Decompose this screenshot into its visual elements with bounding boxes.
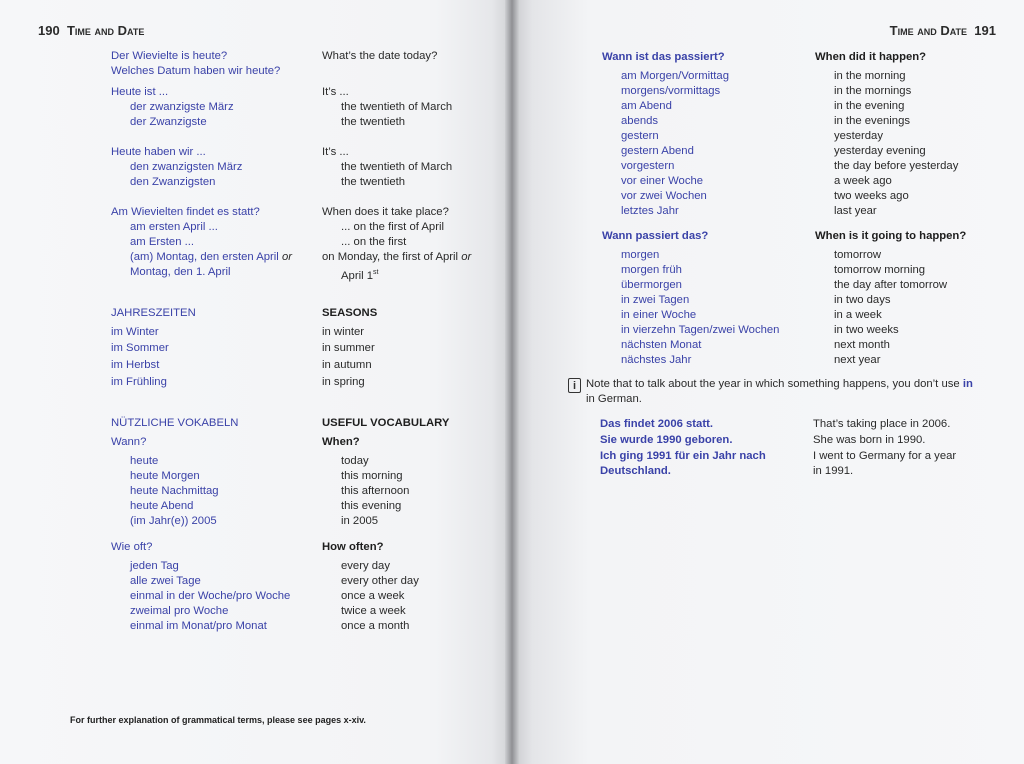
future-item-en: tomorrow morning xyxy=(834,264,926,276)
when-1-de: am ersten April ... xyxy=(130,221,218,233)
wann-de: Wann? xyxy=(111,436,147,448)
right-page-number: 191 xyxy=(974,23,996,38)
wann-en: When? xyxy=(322,436,360,448)
future-item-en: in a week xyxy=(834,309,882,321)
when-item-de: heute Nachmittag xyxy=(130,485,219,497)
past-item-en: in the morning xyxy=(834,70,906,82)
left-running-title: Time and Date xyxy=(66,23,145,38)
date-1-de: der zwanzigste März xyxy=(130,101,234,113)
past-item-de: am Abend xyxy=(621,100,672,112)
future-item-en: in two weeks xyxy=(834,324,899,336)
often-item-en: every other day xyxy=(341,575,419,587)
when-4-en: April 1 xyxy=(341,269,374,282)
future-item-en: the day after tomorrow xyxy=(834,279,948,291)
often-item-en: twice a week xyxy=(341,605,406,617)
past-head-de: Wann ist das passiert? xyxy=(602,51,725,63)
left-header xyxy=(38,23,144,38)
when-4-sup: st xyxy=(373,269,379,276)
past-item-en: yesterday evening xyxy=(834,145,926,157)
when-3-de-row xyxy=(130,250,292,265)
when-item-de: heute xyxy=(130,455,159,467)
past-item-en: the day before yesterday xyxy=(834,160,959,172)
past-item-en: yesterday xyxy=(834,130,883,142)
past-item-de: vorgestern xyxy=(621,160,675,172)
date-4-en: the twentieth xyxy=(341,176,406,188)
future-item-de: morgen früh xyxy=(621,264,682,276)
date-3-de: den zwanzigsten März xyxy=(130,161,243,173)
when-3-en-row xyxy=(322,250,471,265)
when-2-de: am Ersten ... xyxy=(130,236,195,248)
past-item-en: last year xyxy=(834,205,877,217)
example-de: Sie wurde 1990 geboren. xyxy=(600,434,733,446)
when-en: When does it take place? xyxy=(322,206,449,218)
when-2-en: ... on the first xyxy=(341,236,407,248)
when-3-en-or: or xyxy=(461,251,472,263)
future-head-en: When is it going to happen? xyxy=(815,230,967,242)
past-item-de: gestern xyxy=(621,130,659,142)
often-item-de: jeden Tag xyxy=(130,560,179,572)
example-de: Das findet 2006 statt. xyxy=(600,418,714,430)
season-de: im Winter xyxy=(111,326,159,338)
often-item-de: einmal im Monat/pro Monat xyxy=(130,620,267,632)
when-item-de: (im Jahr(e)) 2005 xyxy=(130,515,217,527)
often-item-de: alle zwei Tage xyxy=(130,575,201,587)
note-line-2: in German. xyxy=(586,393,642,405)
right-running-title: Time and Date xyxy=(889,23,968,38)
future-item-de: in vierzehn Tagen/zwei Wochen xyxy=(621,324,780,336)
q-en: What’s the date today? xyxy=(322,50,438,62)
often-item-en: every day xyxy=(341,560,390,572)
past-item-de: am Morgen/Vormittag xyxy=(621,70,729,82)
when-4-de: Montag, den 1. April xyxy=(130,266,231,278)
when-4-en-row xyxy=(341,265,378,284)
past-item-de: gestern Abend xyxy=(621,145,694,157)
season-en: in summer xyxy=(322,342,375,354)
season-en: in autumn xyxy=(322,359,372,371)
future-item-en: next month xyxy=(834,339,890,351)
past-item-en: two weeks ago xyxy=(834,190,909,202)
example-en: I went to Germany for a year xyxy=(813,450,957,462)
past-item-de: morgens/vormittags xyxy=(621,85,721,97)
date-4-de: den Zwanzigsten xyxy=(130,176,216,188)
often-item-de: einmal in der Woche/pro Woche xyxy=(130,590,291,602)
note-text-1: Note that to talk about the year in which something happens, you don’t use xyxy=(586,378,960,390)
season-en: in winter xyxy=(322,326,365,338)
past-item-en: in the mornings xyxy=(834,85,912,97)
future-item-de: übermorgen xyxy=(621,279,682,291)
seasons-head-en: SEASONS xyxy=(322,307,378,319)
when-3-or: or xyxy=(281,251,292,263)
oft-en: How often? xyxy=(322,541,384,553)
past-item-de: letztes Jahr xyxy=(621,205,679,217)
when-3-de: (am) Montag, den ersten April xyxy=(130,251,279,263)
future-item-en: tomorrow xyxy=(834,249,882,261)
season-de: im Herbst xyxy=(111,359,160,371)
date-2-de: der Zwanzigste xyxy=(130,116,207,128)
when-item-en: this afternoon xyxy=(341,485,410,497)
note-info-icon: i xyxy=(568,378,581,393)
when-1-en: ... on the first of April xyxy=(341,221,444,233)
season-en: in spring xyxy=(322,376,365,388)
when-item-en: this morning xyxy=(341,470,403,482)
past-item-en: a week ago xyxy=(834,175,892,187)
vocab-head-de: NÜTZLICHE VOKABELN xyxy=(111,417,239,429)
when-de: Am Wievielten findet es statt? xyxy=(111,206,260,218)
past-item-en: in the evening xyxy=(834,100,905,112)
date-1-en: the twentieth of March xyxy=(341,101,453,113)
often-item-de: zweimal pro Woche xyxy=(130,605,229,617)
future-item-de: in zwei Tagen xyxy=(621,294,690,306)
past-item-de: abends xyxy=(621,115,659,127)
when-3-en: on Monday, the first of April xyxy=(322,251,459,263)
note-line-1 xyxy=(586,377,973,392)
when-item-en: today xyxy=(341,455,369,467)
often-item-en: once a week xyxy=(341,590,405,602)
example-en: She was born in 1990. xyxy=(813,434,926,446)
example-en: That’s taking place in 2006. xyxy=(813,418,951,430)
future-item-en: next year xyxy=(834,354,881,366)
date-2-en: the twentieth xyxy=(341,116,406,128)
heute-haben: Heute haben wir ... xyxy=(111,146,206,158)
note-keyword: in xyxy=(962,378,973,390)
season-de: im Frühling xyxy=(111,376,167,388)
past-item-de: vor zwei Wochen xyxy=(621,190,707,202)
when-item-de: heute Morgen xyxy=(130,470,200,482)
heute-ist: Heute ist ... xyxy=(111,86,169,98)
season-de: im Sommer xyxy=(111,342,169,354)
future-item-en: in two days xyxy=(834,294,891,306)
example-de: Deutschland. xyxy=(600,465,671,477)
future-item-de: morgen xyxy=(621,249,660,261)
future-item-de: nächsten Monat xyxy=(621,339,702,351)
past-item-de: vor einer Woche xyxy=(621,175,704,187)
its-1: It’s ... xyxy=(322,86,349,98)
future-item-de: nächstes Jahr xyxy=(621,354,692,366)
seasons-head-de: JAHRESZEITEN xyxy=(111,307,196,319)
right-header xyxy=(890,23,996,38)
when-item-en: in 2005 xyxy=(341,515,379,527)
vocab-head-en: USEFUL VOCABULARY xyxy=(322,417,450,429)
q1-de: Der Wievielte is heute? xyxy=(111,50,228,62)
when-item-de: heute Abend xyxy=(130,500,194,512)
example-de: Ich ging 1991 für ein Jahr nach xyxy=(600,450,766,462)
footer-note: For further explanation of grammatical terms, please see pages x-xiv. xyxy=(70,715,366,725)
future-head-de: Wann passiert das? xyxy=(602,230,709,242)
its-2: It’s ... xyxy=(322,146,349,158)
q2-de: Welches Datum haben wir heute? xyxy=(111,65,281,77)
often-item-en: once a month xyxy=(341,620,410,632)
date-3-en: the twentieth of March xyxy=(341,161,453,173)
past-item-en: in the evenings xyxy=(834,115,910,127)
past-head-en: When did it happen? xyxy=(815,51,927,63)
future-item-de: in einer Woche xyxy=(621,309,697,321)
book-gutter xyxy=(505,0,519,764)
when-item-en: this evening xyxy=(341,500,402,512)
oft-de: Wie oft? xyxy=(111,541,153,553)
example-en: in 1991. xyxy=(813,465,854,477)
left-page-number: 190 xyxy=(38,23,60,38)
